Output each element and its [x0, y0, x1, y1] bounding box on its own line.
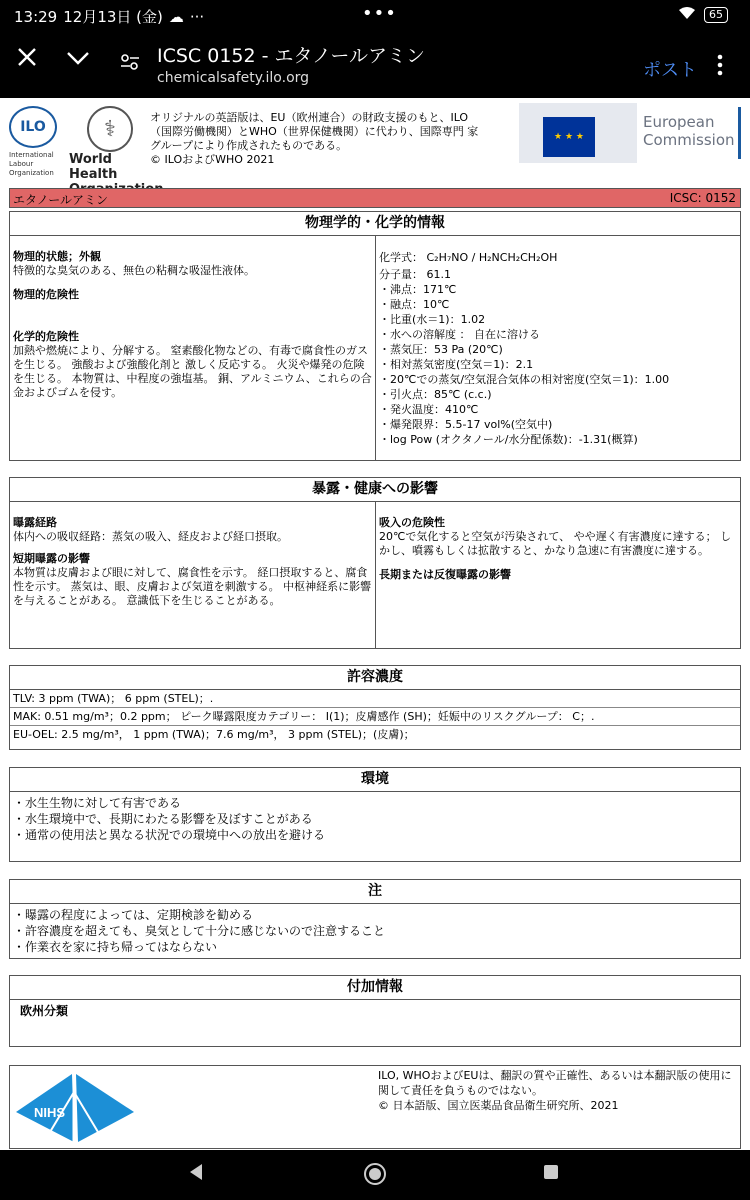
formula-label: 化学式：: [379, 251, 423, 264]
section-title: 暴露・健康への影響: [10, 478, 740, 502]
status-bar: [0, 0, 750, 30]
chemical-hazard-text: 加熱や燃焼により、分解する。 窒素酸化物などの、有毒で腐食性のガスを生じる。 強酸および強酸化剤と 激しく反応する。 火災や爆発の危険を生じる。 本物質は、中程度の強塩基。 銅、アルミニウム、これらの合金およびゴムを侵す。: [13, 344, 372, 399]
footer-copyright: © 日本語版、国立医薬品食品衛生研究所、2021: [378, 1099, 619, 1112]
list-item: ・水生生物に対して有害である: [13, 796, 182, 810]
list-item: ・曝露の程度によっては、定期検診を勧める: [13, 908, 254, 922]
formula-value: C₂H₇NO / H₂NCH₂CH₂OH: [426, 251, 558, 264]
ilo-logo: [9, 106, 63, 186]
property-item: ・log Pow (オクタノール/水分配係数)：-1.31(概算): [379, 433, 638, 446]
site-settings-icon[interactable]: [120, 52, 140, 76]
more-notifications-icon: ···: [189, 7, 205, 26]
list-item: ・許容濃度を超えても、臭気として十分に感じないので注意すること: [13, 924, 386, 938]
disclaimer-text: ILO, WHOおよびEUは、翻訳の質や正確性、あるいは本翻訳版の使用に関して責任を負うものではない。: [378, 1069, 732, 1097]
eu-flag-icon: ★ ★ ★: [519, 103, 637, 163]
ec-line2: Commission: [643, 131, 735, 149]
post-button[interactable]: ポスト: [643, 60, 697, 81]
system-nav-bar: [0, 1150, 750, 1200]
property-item: ・水への溶解度 ： 自在に溶ける: [379, 328, 540, 341]
home-icon[interactable]: [363, 1162, 387, 1191]
who-name-line1: World Health: [69, 152, 118, 182]
web-page: [0, 98, 750, 1150]
overflow-dots-icon: •••: [362, 3, 397, 24]
intro-line: （国際労働機関）とWHO（世界保健機関）に代わり、国際専門 家: [150, 125, 479, 138]
list-item: ・作業衣を家に持ち帰ってはならない: [13, 940, 218, 954]
ilo-emblem-icon: ILO: [9, 106, 57, 148]
nihs-logo: [14, 1072, 142, 1144]
limit-line: EU-OEL: 2.5 mg/m³， 1 ppm (TWA)；7.6 mg/m³， 3 ppm (STEL)；(皮膚)；: [13, 728, 415, 741]
exposure-route-label: 曝露経路: [13, 516, 57, 529]
property-item: ・発火温度：410℃: [379, 403, 479, 416]
notes-section: [9, 879, 741, 959]
physical-state-text: 特徴的な臭気のある、無色の粘稠な吸湿性液体。: [13, 264, 255, 277]
property-item: ・相対蒸気密度(空気＝1)：2.1: [379, 358, 534, 371]
intro-line: オリジナルの英語版は、EU（欧州連合）の財政支援のもと、ILO: [150, 111, 469, 124]
recents-icon[interactable]: [543, 1164, 559, 1185]
substance-name: エタノールアミン: [13, 193, 109, 207]
document-footer: [9, 1065, 741, 1149]
limit-line: MAK: 0.51 mg/m³；0.2 ppm； ピーク曝露限度カテゴリー： I(1)；皮膚感作 (SH)；妊娠中のリスクグループ： C；.: [10, 708, 740, 726]
long-term-label: 長期または反復曝露の影響: [379, 568, 511, 581]
exposure-route-text: 体内への吸収経路：蒸気の吸入、経皮および経口摂取。: [13, 530, 288, 543]
property-item: ・沸点：171℃: [379, 283, 457, 296]
substance-name-bar: [9, 188, 741, 208]
section-title: 物理学的・化学的情報: [10, 212, 740, 236]
wifi-icon: [678, 6, 696, 24]
list-item: ・通常の使用法と異なる状況での環境中への放出を避ける: [13, 828, 326, 842]
physchem-section: [9, 211, 741, 461]
list-item: ・水生環境中で、長期にわたる影響を及ぼすことがある: [13, 812, 313, 826]
property-item: ・融点：10℃: [379, 298, 450, 311]
inhalation-risk-text: 20℃で気化すると空気が汚染されて、 やや遅く有害濃度に達する； しかし、噴霧もしくは拡散すると、かなり急速に有害濃度に達する。: [379, 530, 732, 557]
ec-line1: European: [643, 113, 715, 131]
cloud-icon: ☁: [168, 7, 184, 26]
ilo-caption: International Labour Organization: [9, 151, 54, 177]
who-emblem-icon: ⚕: [87, 106, 133, 152]
chevron-down-icon[interactable]: [66, 50, 90, 69]
page-title: ICSC 0152 - エタノールアミン: [157, 45, 426, 67]
section-title: 注: [10, 880, 740, 904]
european-commission-logo: [519, 103, 741, 163]
molecular-weight: 分子量： 61.1: [379, 268, 451, 281]
eu-classification-label: 欧州分類: [20, 1004, 69, 1018]
short-term-label: 短期曝露の影響: [13, 552, 90, 565]
status-date: 12月13日 (金): [63, 8, 163, 26]
physical-state-label: 物理的状態；外観: [13, 250, 101, 263]
property-item: ・比重(水＝1)：1.02: [379, 313, 486, 326]
chemical-hazard-label: 化学的危険性: [13, 330, 79, 343]
icsc-code: ICSC: 0152: [669, 191, 736, 205]
inhalation-risk-label: 吸入の危険性: [379, 516, 445, 529]
property-item: ・引火点：85℃ (c.c.): [379, 388, 492, 401]
section-title: 環境: [10, 768, 740, 792]
back-icon[interactable]: [188, 1163, 204, 1186]
short-term-text: 本物質は皮膚および眼に対して、腐食性を示す。 経口摂取すると、腐食性を示す。 蒸気は、眼、皮膚および気道を刺激する。 中枢神経系に影響を与えることがある。 意識低下を生じることがある。: [13, 566, 372, 607]
nihs-text: NIHS: [34, 1105, 66, 1120]
section-title: 付加情報: [10, 976, 740, 1000]
property-item: ・20℃での蒸気/空気混合気体の相対密度(空気＝1)：1.00: [379, 373, 670, 386]
limit-line: TLV: 3 ppm (TWA)； 6 ppm (STEL)；.: [10, 690, 740, 708]
section-title: 許容濃度: [10, 666, 740, 690]
intro-text: [150, 111, 510, 167]
browser-toolbar: [0, 30, 750, 98]
battery-icon: 65: [704, 7, 728, 23]
property-item: ・蒸気圧：53 Pa (20℃): [379, 343, 503, 356]
additional-info-section: [9, 975, 741, 1047]
limits-section: [9, 665, 741, 750]
environment-section: [9, 767, 741, 862]
more-vert-icon[interactable]: [716, 54, 724, 80]
formula-row: [379, 250, 737, 265]
physical-hazard-label: 物理的危険性: [13, 288, 79, 301]
close-icon[interactable]: [16, 46, 38, 72]
document-header: [9, 101, 741, 189]
who-logo: [69, 106, 155, 186]
copyright-line: © ILOおよびWHO 2021: [150, 153, 275, 166]
property-item: ・爆発限界：5.5-17 vol%(空気中): [379, 418, 553, 431]
page-url[interactable]: chemicalsafety.ilo.org: [157, 70, 310, 86]
status-time: 13:29: [14, 7, 58, 26]
exposure-section: [9, 477, 741, 649]
intro-line: グループにより作成されたものである。: [150, 139, 348, 152]
